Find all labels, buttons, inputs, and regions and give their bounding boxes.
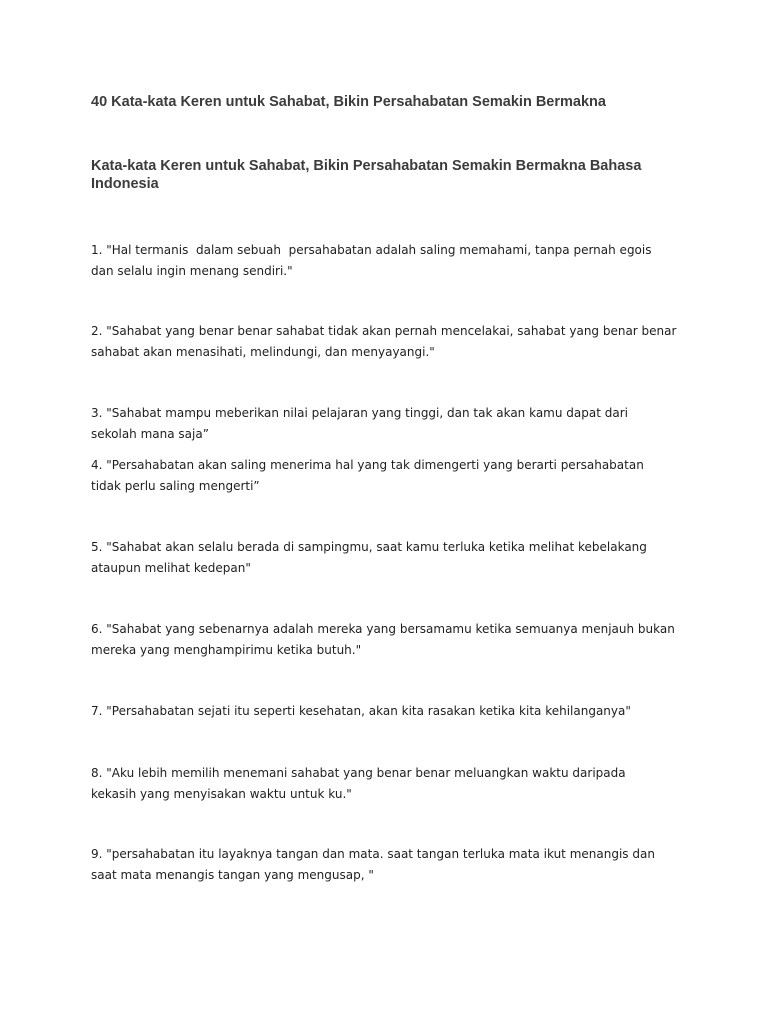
quote-item: 9. "persahabatan itu layaknya tangan dan mata. saat tangan terluka mata ikut menangis dan saat mata menangis tangan yang mengusap, " (91, 847, 655, 882)
quote-item: 5. "Sahabat akan selalu berada di sampingmu, saat kamu terluka ketika melihat kebelakang ataupun melihat kedepan" (91, 540, 647, 575)
quote-item: 6. "Sahabat yang sebenarnya adalah mereka yang bersamamu ketika semuanya menjauh bukan mereka yang menghampirimu ketika butuh." (91, 622, 675, 657)
quote-item: 8. "Aku lebih memilih menemani sahabat yang benar benar meluangkan waktu daripada kekasih yang menyisakan waktu untuk ku." (91, 766, 626, 801)
quote-item: 4. "Persahabatan akan saling menerima hal yang tak dimengerti yang berarti persahabatan tidak perlu saling mengerti” (91, 458, 644, 493)
quote-item: 1. "Hal termanis dalam sebuah persahabatan adalah saling memahami, tanpa pernah egois dan selalu ingin menang sendiri." (91, 243, 652, 278)
document-title: 40 Kata-kata Keren untuk Sahabat, Bikin Persahabatan Semakin Bermakna (91, 94, 606, 110)
quote-item: 3. "Sahabat mampu meberikan nilai pelajaran yang tinggi, dan tak akan kamu dapat dari sekolah mana saja” (91, 406, 628, 441)
quote-item: 7. "Persahabatan sejati itu seperti kesehatan, akan kita rasakan ketika kita kehilanganya" (91, 704, 631, 718)
quote-item: 2. "Sahabat yang benar benar sahabat tidak akan pernah mencelakai, sahabat yang benar benar sahabat akan menasihati, melindungi, dan menyayangi." (91, 324, 677, 359)
document-subtitle: Kata-kata Keren untuk Sahabat, Bikin Persahabatan Semakin Bermakna Bahasa Indonesia (91, 158, 642, 192)
